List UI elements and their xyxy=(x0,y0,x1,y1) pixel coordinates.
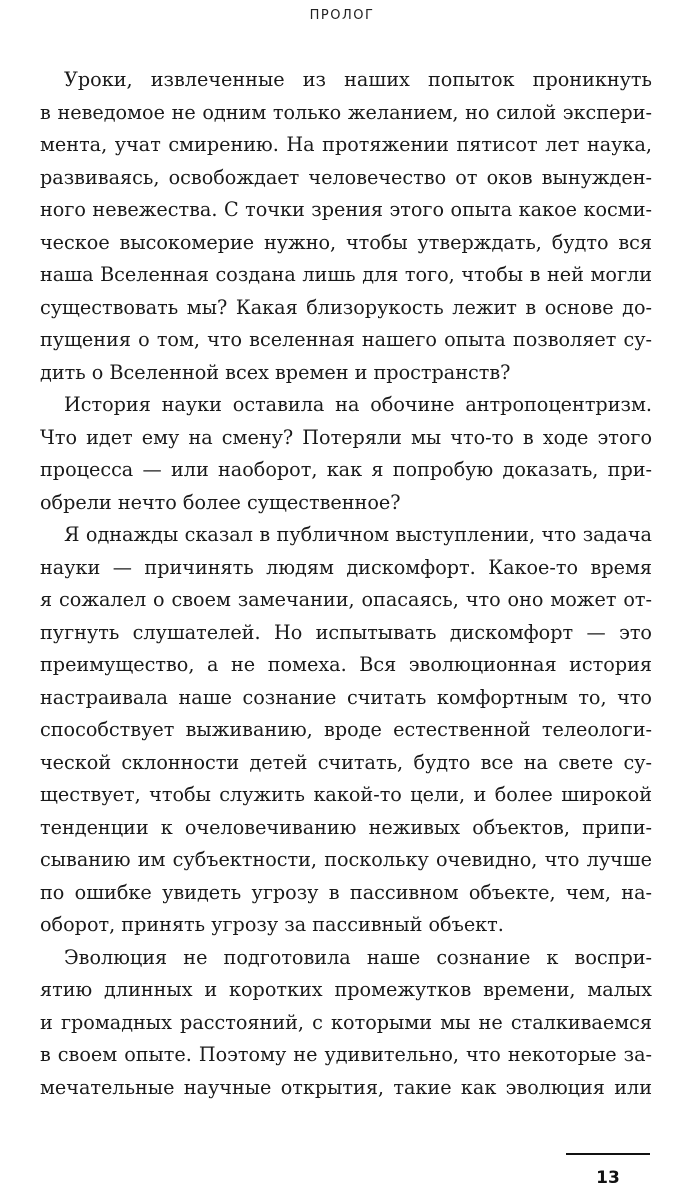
text-line: науки — причинять людям дискомфорт. Какое-то время xyxy=(40,555,652,579)
text-line: Эволюция не подготовила наше сознание к воспри- xyxy=(64,945,652,969)
page-number: 13 xyxy=(596,1168,620,1188)
text-line: тенденции к очеловечиванию неживых объектов, припи- xyxy=(40,815,652,839)
paragraph xyxy=(40,942,652,1105)
text-line: сыванию им субъектности, поскольку очевидно, что лучше xyxy=(40,848,652,871)
paragraph xyxy=(40,389,652,519)
text-line: процесса — или наоборот, как я попробую доказать, при- xyxy=(40,458,652,481)
text-line: настраивала наше сознание считать комфортным то, что xyxy=(40,685,652,709)
text-line: обрели нечто более существенное? xyxy=(40,490,401,514)
paragraph xyxy=(40,64,652,389)
text-line: оборот, принять угрозу за пассивный объект. xyxy=(40,913,504,936)
text-line: и громадных расстояний, с которыми мы не сталкиваемся xyxy=(40,1010,652,1034)
text-line: История науки оставила на обочине антропоцентризм. xyxy=(64,393,652,416)
text-line: в своем опыте. Поэтому не удивительно, что некоторые за- xyxy=(40,1043,652,1066)
text-line: по ошибке увидеть угрозу в пассивном объекте, чем, на- xyxy=(40,880,652,904)
footer-rule xyxy=(566,1153,650,1155)
paragraph xyxy=(40,519,652,942)
text-line: развиваясь, освобождает человечество от оков вынужден- xyxy=(40,165,652,189)
text-line: ществует, чтобы служить какой-то цели, и более широкой xyxy=(40,783,652,806)
text-line: ческой склонности детей считать, будто все на свете су- xyxy=(40,750,652,774)
text-line: я сожалел о своем замечании, опасаясь, что оно может от- xyxy=(40,588,652,611)
text-line: дить о Вселенной всех времен и пространств? xyxy=(40,360,511,384)
text-line: в неведомое не одним только желанием, но силой экспери- xyxy=(40,100,652,124)
running-head: ПРОЛОГ xyxy=(309,8,375,23)
body-text xyxy=(40,64,652,1104)
text-line: пущения о том, что вселенная нашего опыта позволяет су- xyxy=(40,328,652,351)
text-line: мечательные научные открытия, такие как эволюция или xyxy=(40,1075,652,1099)
text-line: наша Вселенная создана лишь для того, чтобы в ней могли xyxy=(40,263,652,286)
text-line: ного невежества. С точки зрения этого опыта какое косми- xyxy=(40,198,652,221)
text-line: Уроки, извлеченные из наших попыток проникнуть xyxy=(64,68,652,91)
text-line: мента, учат смирению. На протяжении пятисот лет наука, xyxy=(40,133,652,156)
text-line: пугнуть слушателей. Но испытывать дискомфорт — это xyxy=(40,620,652,644)
text-line: способствует выживанию, вроде естественной телеологи- xyxy=(40,718,652,741)
text-line: Что идет ему на смену? Потеряли мы что-то в ходе этого xyxy=(40,425,652,449)
text-line: существовать мы? Какая близорукость лежит в основе до- xyxy=(40,295,652,319)
text-line: преимущество, а не помеха. Вся эволюционная история xyxy=(40,653,652,676)
text-line: ческое высокомерие нужно, чтобы утверждать, будто вся xyxy=(40,230,652,254)
text-line: Я однажды сказал в публичном выступлении, что задача xyxy=(64,523,652,546)
text-line: ятию длинных и коротких промежутков времени, малых xyxy=(40,978,652,1001)
